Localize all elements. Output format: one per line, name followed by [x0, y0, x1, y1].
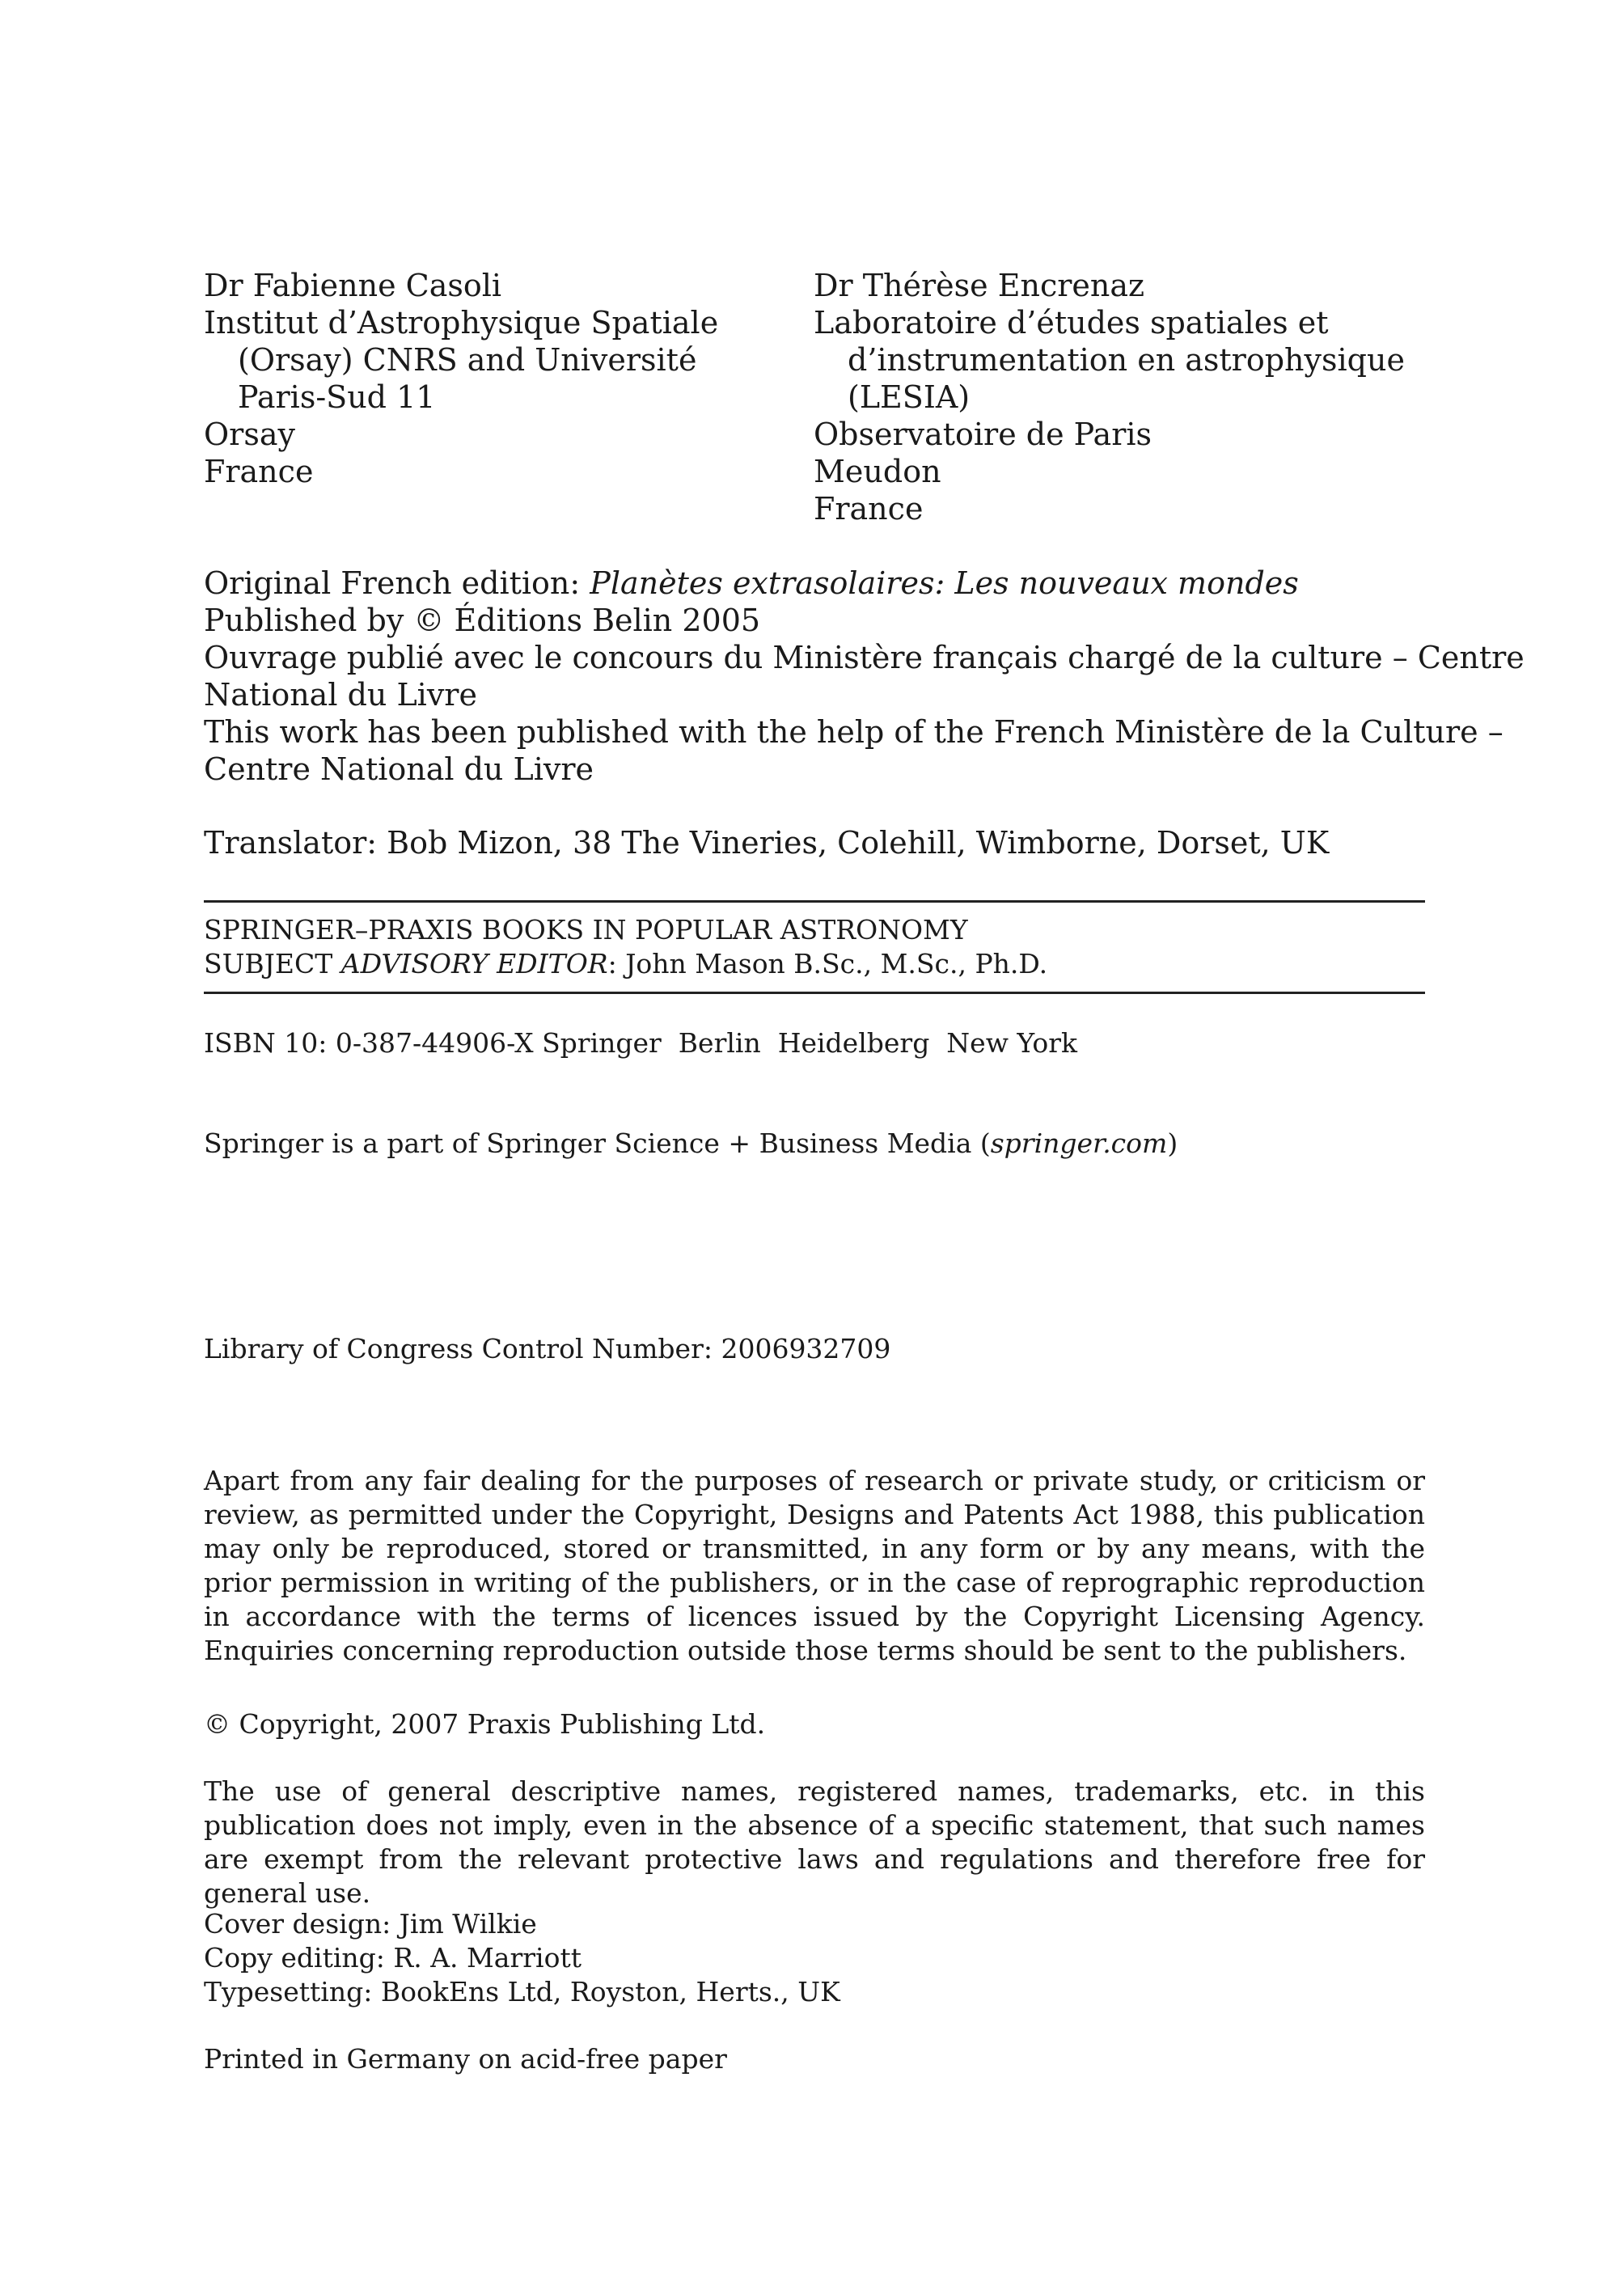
author-left-country: France — [204, 454, 314, 489]
copyright-symbol-icon: © — [413, 603, 445, 638]
credits-block — [204, 1907, 840, 2009]
author-left-block — [204, 267, 718, 490]
author-right-country: France — [814, 491, 924, 527]
springer-suffix: ) — [1167, 1127, 1178, 1159]
series-bottom-rule — [204, 992, 1425, 994]
springer-prefix: Springer is a part of Springer Science + Business Media ( — [204, 1127, 991, 1159]
series-name: SPRINGER–PRAXIS BOOKS IN POPULAR ASTRONOMY — [204, 914, 968, 946]
author-right-lab: Laboratoire d’études spatiales et — [814, 305, 1329, 341]
english-notice-line2: Centre National du Livre — [204, 751, 594, 787]
published-by-prefix: Published by — [204, 603, 414, 638]
author-right-name: Dr Thérèse Encrenaz — [814, 268, 1145, 303]
printed-line: Printed in Germany on acid-free paper — [204, 2043, 727, 2075]
author-left-city: Orsay — [204, 417, 295, 452]
original-edition-title: Planètes extrasolaires: Les nouveaux mondes — [590, 565, 1299, 601]
author-left-institute-cont: (Orsay) CNRS and Université — [238, 342, 697, 378]
author-right-block — [814, 267, 1405, 527]
original-edition-prefix: Original French edition: — [204, 565, 590, 601]
copyright-line — [204, 1708, 765, 1740]
series-top-rule — [204, 900, 1425, 903]
french-notice-line2: National du Livre — [204, 677, 477, 713]
springer-url: springer.com — [990, 1127, 1168, 1159]
springer-line — [204, 1127, 1178, 1159]
copyright-icon: © — [204, 1708, 230, 1740]
author-left-institute-cont2: Paris-Sud 11 — [238, 379, 436, 415]
series-editor-line — [204, 948, 1047, 979]
english-notice-line1: This work has been published with the help of the French Ministère de la Culture – — [204, 714, 1503, 750]
french-notice-line1: Ouvrage publié avec le concours du Ministère français chargé de la culture – Centre — [204, 640, 1525, 675]
author-right-city: Meudon — [814, 454, 941, 489]
rights-paragraph: Apart from any fair dealing for the purposes of research or private study, or criticism or review, as permitted under the Copyright, Designs and Patents Act 1988, this publication may only be reproduced, stored or transmitted, in any form or by any means, with the prior permission in writing of the publishers, or in the case of reprographic reproduction in accordance with the terms of licences issued by the Copyright Licensing Agency. Enquiries concerning reproduction outside those terms should be sent to the publishers. — [204, 1465, 1425, 1666]
author-left-institute: Institut d’Astrophysique Spatiale — [204, 305, 719, 341]
copyright-text: Copyright, 2007 Praxis Publishing Ltd. — [230, 1708, 766, 1740]
series-editor-label: ADVISORY EDITOR — [340, 948, 608, 979]
author-right-observatory: Observatoire de Paris — [814, 417, 1152, 452]
isbn-line: ISBN 10: 0-387-44906-X Springer Berlin Heidelberg New York — [204, 1027, 1077, 1059]
published-by-line — [204, 602, 1425, 639]
translator-line: Translator: Bob Mizon, 38 The Vineries, Colehill, Wimborne, Dorset, UK — [204, 825, 1330, 861]
author-left-name: Dr Fabienne Casoli — [204, 268, 502, 303]
series-editor-prefix: SUBJECT — [204, 948, 341, 979]
cover-design-line: Cover design: Jim Wilkie — [204, 1908, 537, 1940]
series-editor-name: : John Mason B.Sc., M.Sc., Ph.D. — [607, 948, 1048, 979]
typesetting-line: Typesetting: BookEns Ltd, Royston, Herts., UK — [204, 1976, 840, 2007]
original-edition-line — [204, 565, 1425, 602]
loc-line: Library of Congress Control Number: 2006932709 — [204, 1333, 891, 1364]
copy-editing-line: Copy editing: R. A. Marriott — [204, 1942, 582, 1974]
trademark-paragraph: The use of general descriptive names, registered names, trademarks, etc. in this publication does not imply, even in the absence of a specific statement, that such names are exempt from the relevant protective laws and regulations and therefore free for general use. — [204, 1775, 1425, 1909]
author-right-lab-cont2: (LESIA) — [848, 379, 971, 415]
publisher-name: Éditions Belin 2005 — [444, 603, 761, 638]
edition-block — [204, 565, 1525, 788]
author-right-lab-cont: d’instrumentation en astrophysique — [848, 342, 1405, 378]
